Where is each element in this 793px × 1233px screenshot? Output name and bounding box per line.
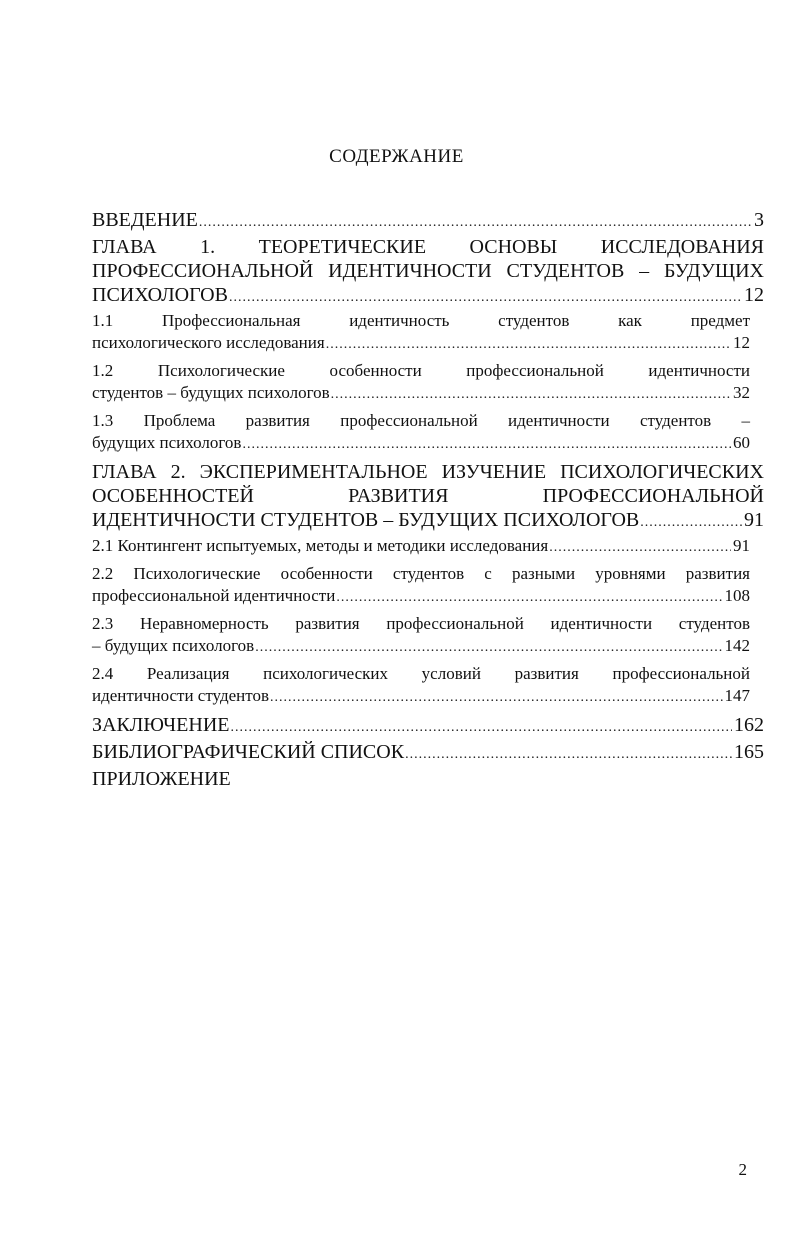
toc-entry-last-line [92, 713, 764, 740]
toc-entry [92, 535, 750, 559]
toc-entry-page: 147 [724, 686, 750, 705]
dot-leader [336, 587, 722, 609]
toc-entry-title: ЗАКЛЮЧЕНИЕ [92, 714, 230, 736]
toc-entry-last-line [92, 635, 750, 659]
page-number: 2 [738, 1160, 747, 1179]
dot-leader [230, 716, 732, 740]
toc-entry [92, 235, 764, 310]
toc-entry-title: – будущих психологов [92, 636, 255, 655]
toc-entry [92, 740, 764, 767]
toc-entry-last-line [92, 508, 764, 535]
toc-entry-last-line [92, 432, 750, 456]
toc-entry-title: ВВЕДЕНИЕ [92, 209, 198, 231]
toc-entry-title: студентов – будущих психологов [92, 383, 330, 402]
toc-entry-page: 3 [754, 209, 764, 231]
toc-entry-line: ОСОБЕННОСТЕЙ РАЗВИТИЯ ПРОФЕССИОНАЛЬНОЙ [92, 485, 764, 507]
toc-entry-page: 12 [733, 333, 750, 352]
toc-entry-page: 142 [724, 636, 750, 655]
toc-entry-last-line [92, 585, 750, 609]
toc-entry-title: будущих психологов [92, 433, 242, 452]
toc-entry [92, 767, 764, 791]
toc-entry-page: 60 [733, 433, 750, 452]
toc-entry-title: ПСИХОЛОГОВ [92, 284, 228, 306]
toc-entry-page: 162 [734, 714, 764, 736]
toc-entry-title: психологического исследования [92, 333, 325, 352]
toc-entry-page: 91 [744, 509, 764, 531]
toc-entry-title: ПРИЛОЖЕНИЕ [92, 768, 231, 790]
toc-entry-title: БИБЛИОГРАФИЧЕСКИЙ СПИСОК [92, 741, 405, 763]
toc-entry-last-line [92, 208, 764, 235]
toc-entry-line: 2.4 Реализация психологических условий развития профессиональной [92, 664, 750, 683]
toc-entry-line: ГЛАВА 2. ЭКСПЕРИМЕНТАЛЬНОЕ ИЗУЧЕНИЕ ПСИХОЛОГИЧЕСКИХ [92, 461, 764, 483]
toc-entry [92, 208, 764, 235]
dot-leader [331, 384, 731, 406]
toc-entry-page: 32 [733, 383, 750, 402]
toc-entry-page: 91 [733, 536, 750, 555]
toc-entry [92, 360, 750, 406]
page-title: СОДЕРЖАНИЕ [329, 146, 464, 167]
dot-leader [270, 687, 722, 709]
toc-entry-page: 12 [744, 284, 764, 306]
toc-entry [92, 613, 750, 659]
toc-entry-title: ИДЕНТИЧНОСТИ СТУДЕНТОВ – БУДУЩИХ ПСИХОЛОГОВ [92, 509, 640, 531]
toc-entry-line: ГЛАВА 1. ТЕОРЕТИЧЕСКИЕ ОСНОВЫ ИССЛЕДОВАНИЯ [92, 236, 764, 258]
toc-entry-title: профессиональной идентичности [92, 586, 336, 605]
toc-entry-line: 2.3 Неравномерность развития профессиональной идентичности студентов [92, 614, 750, 633]
dot-leader [640, 511, 742, 535]
table-of-contents [92, 208, 764, 791]
toc-entry-page: 165 [734, 741, 764, 763]
toc-entry [92, 460, 764, 535]
toc-entry [92, 310, 750, 356]
toc-entry-last-line [92, 283, 764, 310]
dot-leader [242, 434, 731, 456]
toc-entry-line: 1.3 Проблема развития профессиональной идентичности студентов – [92, 411, 750, 430]
toc-entry-last-line [92, 535, 750, 559]
dot-leader [199, 211, 752, 235]
toc-entry-line: 2.2 Психологические особенности студентов с разными уровнями развития [92, 564, 750, 583]
toc-entry-last-line [92, 740, 764, 767]
toc-entry [92, 713, 764, 740]
dot-leader [255, 637, 722, 659]
toc-entry-last-line [92, 382, 750, 406]
toc-entry-last-line [92, 685, 750, 709]
toc-entry [92, 410, 750, 456]
toc-entry-line: ПРОФЕССИОНАЛЬНОЙ ИДЕНТИЧНОСТИ СТУДЕНТОВ – БУДУЩИХ [92, 260, 764, 282]
dot-leader [326, 334, 731, 356]
toc-entry-page: 108 [724, 586, 750, 605]
toc-entry-last-line [92, 332, 750, 356]
toc-entry-title: 2.1 Контингент испытуемых, методы и методики исследования [92, 536, 549, 555]
toc-entry-title: идентичности студентов [92, 686, 270, 705]
dot-leader [549, 537, 731, 559]
toc-entry-line: 1.1 Профессиональная идентичность студентов как предмет [92, 311, 750, 330]
toc-entry-last-line [92, 767, 764, 791]
dot-leader [405, 743, 732, 767]
toc-entry [92, 663, 750, 709]
toc-entry-line: 1.2 Психологические особенности профессиональной идентичности [92, 361, 750, 380]
dot-leader [229, 286, 742, 310]
toc-entry [92, 563, 750, 609]
